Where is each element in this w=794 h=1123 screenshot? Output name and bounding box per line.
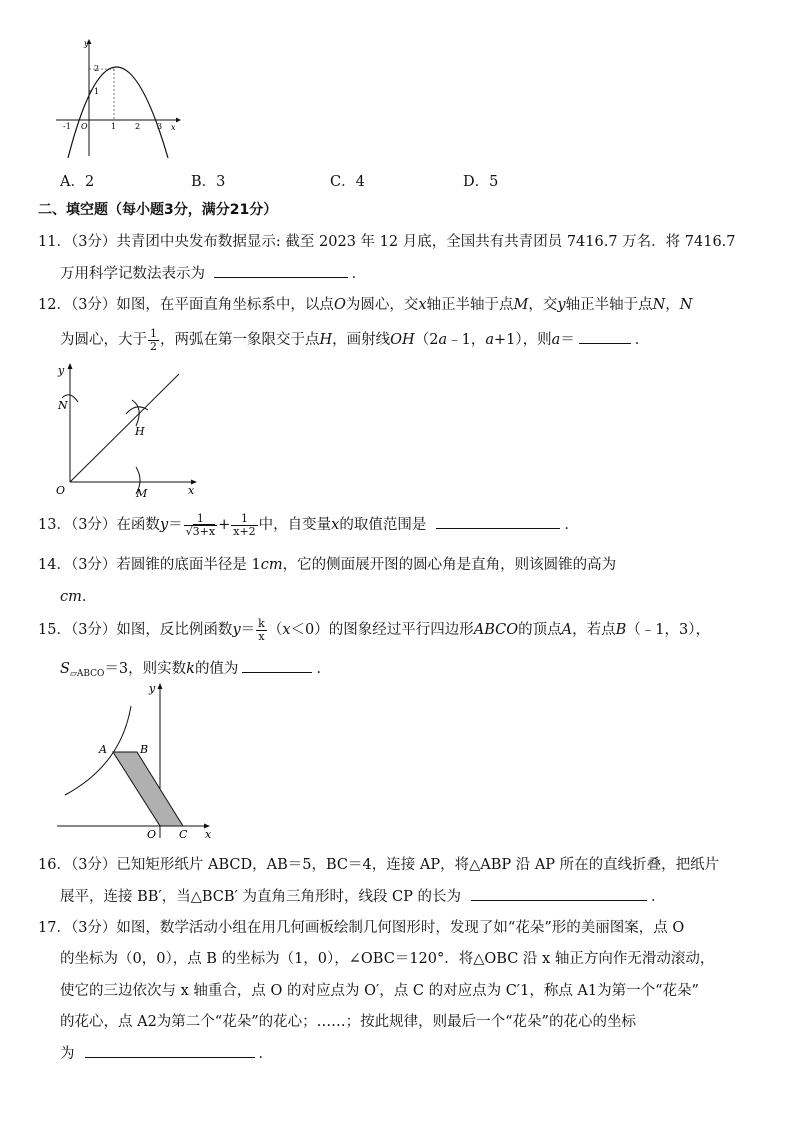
q12-answer-blank[interactable] [579,329,631,344]
q15-sub-abco: ▱ABCO [69,669,105,679]
q13-eq: ＝ [168,517,183,533]
q13-fraction-2 [231,513,257,538]
q11-line1: 11．（3分）共青团中央发布数据显示: 截至 2023 年 12 月底，全国共有共青团员 7416.7 万名．将 7416.7 [38,234,736,250]
q16-line2 [60,886,666,907]
q11-answer-blank[interactable] [214,263,348,278]
q16-period: ． [651,889,666,905]
q12-text-g: ，交 [528,297,558,313]
q16-text: 展平，连接 BB′，当△BCB′ 为直角三角形时，线段 CP 的长为 [60,889,462,905]
q12-text-2a: 为圆心，大于 [60,332,147,348]
graph10-tick-3: 3 [157,122,163,131]
q15-fig-y: y [149,682,156,695]
q14-text-c: ，它的侧面展开图的圆心角是直角，则该圆锥的高为 [282,557,617,573]
q15-text-2a: ＝3，则实数 [104,661,187,677]
q12-fraction-half [148,328,159,353]
q14-text-a: 14．（3分）若圆锥的底面半径是 1 [38,557,261,573]
q13-var-x: x [331,517,340,533]
choice-b: B．3 [191,174,226,190]
q17-text: 为 [60,1046,75,1062]
q12-var-y: y [557,297,566,313]
q15-text-f: （﹣1，3）， [626,622,710,638]
q12-line2 [60,326,649,354]
q15-fig-x: x [205,828,212,840]
q12-text-a: 12．（3分）如图，在平面直角坐标系中，以点 [38,297,334,313]
graph10-ytick-2: 2 [94,64,100,73]
q12-text-k: ， [665,297,680,313]
q11-line2 [60,263,366,284]
q12-var-h: H [319,332,333,348]
q15-var-b: B [615,622,627,638]
q15-text-e: ，若点 [572,622,616,638]
q14-line2 [60,587,96,607]
q12-var-n: N [652,297,666,313]
q12-text-2f: （2 [414,332,439,348]
q12-arc-h2 [132,400,139,426]
graph10-tick-neg1: -1 [63,122,71,131]
q12-text-2l: ＝ [560,332,575,348]
q12-fig-n: N [58,399,68,412]
q12-fig-h: H [135,425,145,438]
q16-answer-blank[interactable] [471,886,647,901]
q12-var-a1: a [438,332,448,348]
q13-f1-den: 3+x [192,524,216,538]
q15-fig-c: C [179,828,188,840]
q13-f2-den: x+2 [233,524,256,538]
graph10-tick-2: 2 [135,122,141,131]
q13-line [38,510,579,540]
q15-parallelogram [113,752,183,826]
q15-fig-b: B [140,743,149,756]
q12-arc-h1 [126,407,148,414]
q15-var-k: k [186,661,195,677]
q16-line1: 16．（3分）已知矩形纸片 ABCD，AB＝5，BC＝4，连接 AP，将△ABP 沿 AP 所在的直线折叠，把纸片 [38,857,720,873]
q15-period: ． [316,661,331,677]
q13-f1-den-wrap: √3+x [185,524,216,538]
graph10-origin: O [81,122,88,131]
q13-f1-num: 1 [184,513,217,526]
choice-c: C．4 [330,174,365,190]
q15-text-d: 的顶点 [518,622,562,638]
x-axis-arrow [176,118,181,123]
q17-line3: 使它的三边依次与 x 轴重合，点 O 的对应点为 O′，点 C 的对应点为 C′1，称点 A1为第一个“花朵” [60,983,699,999]
q15-var-s: S [60,661,70,677]
q15-line1 [38,615,710,645]
q15-text-a: 15．（3分）如图，反比例函数 [38,622,233,638]
q12-line1 [38,295,692,315]
q13-plus: + [218,517,231,533]
q12-text-e: 轴正半轴于点 [426,297,514,313]
q15-answer-blank[interactable] [242,658,312,673]
q15-eq: ＝ [240,622,256,638]
q13-text-c: 的取值范围是 [339,517,427,533]
q14-unit-cm2: cm [60,589,82,605]
q17-line2: 的坐标为（0，0），点 B 的坐标为（1，0），∠OBC＝120°．将△OBC 沿 x 轴正方向作无滑动滚动， [60,951,715,967]
q15-text-c: ＜0）的图象经过平行四边形 [290,622,474,638]
q12-text-2h: ﹣1， [447,332,486,348]
q11-text: 万用科学记数法表示为 [60,266,205,282]
q10-parabola-graph [52,38,182,160]
q12-text-2j: +1），则 [493,332,552,348]
q15-fig-o: O [147,828,157,840]
q12-y-arrow [68,363,73,369]
q13-text-b: 中，自变量 [258,517,332,533]
q12-var-oh: OH [390,332,415,348]
q15-hyperbola [65,706,131,795]
graph10-ytick-1: 1 [94,87,100,96]
q12-period: ． [634,332,650,348]
q12-fig-x: x [188,484,195,497]
q12-ray-oh [70,374,179,482]
q15-var-x: x [282,622,291,638]
choice-a: A．2 [60,174,95,190]
q13-fraction-1 [184,513,217,538]
choice-d: D．5 [463,174,499,190]
q12-fig-y: y [58,364,65,377]
q12-var-o: O [333,297,346,313]
q13-answer-blank[interactable] [436,514,560,529]
q14-period: ． [81,589,97,605]
q12-frac-num: 1 [150,326,157,340]
q15-var-a: A [561,622,573,638]
q15-text-b: （ [267,622,283,638]
q12-fig-m: M [136,487,148,500]
parabola-curve [68,67,168,158]
q14-line1 [38,555,616,575]
q12-fig-o: O [56,484,66,497]
q17-line5 [60,1043,273,1064]
q13-text-a: 13．（3分）在函数 [38,517,160,533]
q12-text-c: 为圆心，交 [345,297,419,313]
q17-answer-blank[interactable] [85,1043,255,1058]
q12-var-a3: a [551,332,561,348]
q12-var-n2: N [679,297,693,313]
q15-var-y: y [232,622,241,638]
q15-text-2b: 的值为 [194,661,239,677]
q17-line4: 的花心，点 A2为第二个“花朵”的花心；……；按此规律，则最后一个“花朵”的花心的坐标 [60,1014,636,1030]
q12-text-2d: ，画射线 [332,332,391,348]
q13-period: ． [564,517,579,533]
q17-period: ． [258,1046,273,1062]
q13-f2-num: 1 [231,513,257,526]
q12-var-m: M [513,297,529,313]
q11-period: ． [351,266,367,282]
q15-var-abco: ABCO [473,622,519,638]
q12-text-2b: ，两弧在第一象限交于点 [160,332,320,348]
graph10-tick-1: 1 [111,122,117,131]
q12-var-x: x [418,297,427,313]
q12-var-a2: a [485,332,494,348]
q14-unit-cm: cm [260,557,283,573]
q15-fraction-kx [256,618,267,643]
q13-var-y: y [159,517,169,533]
section-2-heading: 二、填空题（每小题3分，满分21分） [38,202,278,218]
q15-y-arrow [158,683,163,689]
q12-figure [52,362,202,502]
q15-figure [55,680,225,840]
q12-frac-den: 2 [150,339,157,353]
q15-frac-den: x [258,629,265,643]
q17-line1: 17．（3分）如图，数学活动小组在用几何画板绘制几何图形时，发现了如“花朵”形的美丽图案，点 O [38,920,685,936]
q12-text-i: 轴正半轴于点 [565,297,653,313]
q15-fig-a: A [99,743,107,756]
q15-frac-num: k [258,616,265,630]
graph10-x-label: x [171,123,176,132]
graph10-y-label: y [84,39,89,48]
